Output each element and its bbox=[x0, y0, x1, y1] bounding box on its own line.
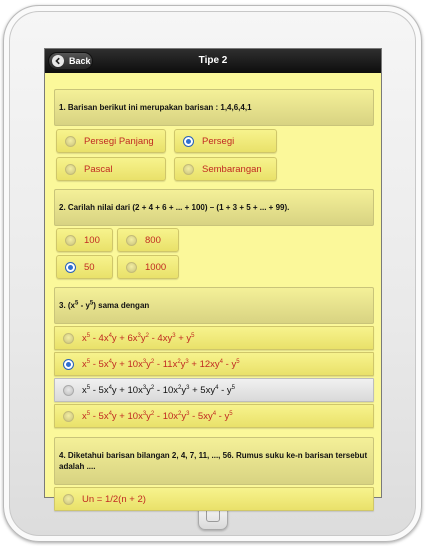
radio-icon[interactable] bbox=[65, 235, 76, 246]
question-3 bbox=[54, 287, 374, 324]
back-button[interactable] bbox=[48, 52, 93, 70]
q2-option-4[interactable]: 1000 bbox=[117, 255, 179, 279]
question-2-text: 2. Carilah nilai dari (2 + 4 + 6 + ... + 100) – (1 + 3 + 5 + ... + 99). bbox=[59, 203, 290, 212]
radio-icon[interactable] bbox=[126, 235, 137, 246]
radio-icon[interactable] bbox=[65, 136, 76, 147]
question-4-text: 4. Diketahui barisan bilangan 2, 4, 7, 11, ..., 56. Rumus suku ke-n barisan tersebut adalah .... bbox=[59, 451, 368, 471]
radio-selected-icon[interactable] bbox=[65, 262, 76, 273]
question-2 bbox=[54, 189, 374, 226]
radio-selected-icon[interactable] bbox=[183, 136, 194, 147]
back-label: Back bbox=[69, 56, 91, 66]
radio-icon[interactable] bbox=[65, 164, 76, 175]
q1-option-2[interactable]: Persegi bbox=[174, 129, 277, 153]
question-3-text: 3. $(x^5 - y^5)$ sama dengan bbox=[59, 300, 150, 310]
q4-option-1[interactable]: Un = 1/2(n + 2) bbox=[54, 487, 374, 511]
radio-selected-icon[interactable] bbox=[63, 359, 74, 370]
radio-icon[interactable] bbox=[63, 494, 74, 505]
question-1-text: 1. Barisan berikut ini merupakan barisan : 1,4,6,4,1 bbox=[59, 103, 252, 112]
radio-icon[interactable] bbox=[63, 385, 74, 396]
question-4 bbox=[54, 437, 374, 485]
radio-icon[interactable] bbox=[63, 333, 74, 344]
radio-icon[interactable] bbox=[183, 164, 194, 175]
page-title: Tipe 2 bbox=[198, 55, 228, 66]
q3-option-2[interactable]: $x^5 - 5x^4y + 10x^3y^2 - 11x^2y^3 + 12xy^4 - y^5$ bbox=[54, 352, 374, 376]
app-screen bbox=[44, 48, 382, 505]
q3-option-3[interactable]: $x^5 - 5x^4y + 10x^3y^2 - 10x^2y^3 + 5xy^4 - y^5$ bbox=[54, 378, 374, 402]
q2-option-3[interactable]: 50 bbox=[56, 255, 113, 279]
q1-option-4[interactable]: Sembarangan bbox=[174, 157, 277, 181]
q1-option-3[interactable]: Pascal bbox=[56, 157, 166, 181]
q3-option-4[interactable]: $x^5 - 5x^4y + 10x^3y^2 - 10x^2y^3 - 5xy^4 - y^5$ bbox=[54, 404, 374, 428]
radio-icon[interactable] bbox=[126, 262, 137, 273]
q1-option-1[interactable]: Persegi Panjang bbox=[56, 129, 166, 153]
q3-option-1[interactable]: $x^5 - 4x^4y + 6x^3y^2 - 4xy^3 + y^5$ bbox=[54, 326, 374, 350]
chevron-left-icon bbox=[52, 55, 64, 67]
radio-icon[interactable] bbox=[63, 411, 74, 422]
header-bar bbox=[45, 49, 381, 73]
q2-option-1[interactable]: 100 bbox=[56, 228, 113, 252]
q2-option-2[interactable]: 800 bbox=[117, 228, 179, 252]
question-1 bbox=[54, 89, 374, 126]
